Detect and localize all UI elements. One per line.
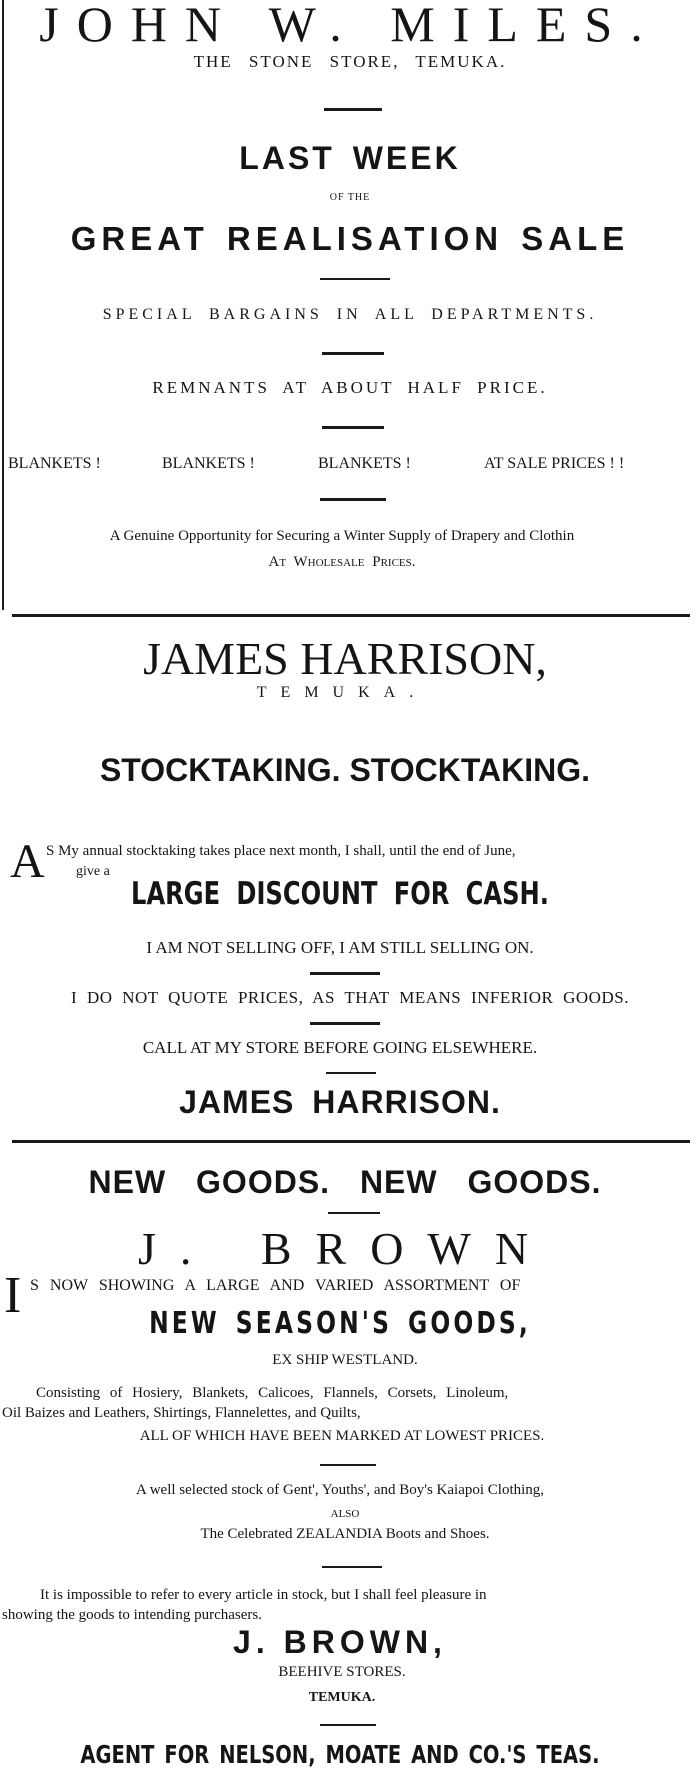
harrison-call: CALL AT MY STORE BEFORE GOING ELSEWHERE.	[142, 1038, 538, 1057]
brown-dropcap: I	[4, 1267, 22, 1324]
brown-headline: NEW GOODS. NEW GOODS.	[88, 1164, 602, 1200]
brown-clothing: A well selected stock of Gent', Youths', and Boy's Kaiapoi Clothing,	[135, 1482, 545, 1498]
harrison-intro-line2: give a	[76, 864, 110, 879]
miles-of-the: OF THE	[329, 192, 371, 203]
miles-name: JOHN W. MILES.	[39, 0, 661, 52]
harrison-signature: JAMES HARRISON.	[179, 1084, 501, 1120]
brown-name: J. BROWN	[137, 1223, 553, 1274]
miles-remnants: REMNANTS AT ABOUT HALF PRICE.	[152, 378, 548, 397]
brown-new-season: NEW SEASON'S GOODS,	[149, 1306, 531, 1341]
brown-consisting-line2: Oil Baizes and Leathers, Shirtings, Flannelettes, and Quilts,	[2, 1405, 361, 1421]
miles-opportunity-line2: At Wholesale Prices.	[268, 554, 416, 570]
brown-signature: J. BROWN,	[233, 1624, 447, 1660]
brown-impossible-line2: showing the goods to intending purchasers.	[2, 1607, 262, 1623]
divider	[310, 972, 380, 975]
brown-consisting-line1: Consisting of Hosiery, Blankets, Calicoes, Flannels, Corsets, Linoleum,	[36, 1385, 509, 1401]
miles-headline-last-week: LAST WEEK	[239, 140, 461, 176]
divider	[320, 1724, 376, 1726]
divider	[324, 108, 382, 111]
harrison-dropcap: A	[10, 835, 45, 888]
harrison-intro-line1: S My annual stocktaking takes place next month, I shall, until the end of June,	[46, 843, 516, 859]
miles-store-address: THE STONE STORE, TEMUKA.	[193, 52, 507, 71]
brown-ex-ship: EX SHIP WESTLAND.	[272, 1352, 418, 1368]
divider	[310, 1022, 380, 1025]
divider	[320, 1464, 376, 1466]
harrison-discount: LARGE DISCOUNT FOR CASH.	[131, 876, 549, 912]
harrison-name: JAMES HARRISON,	[143, 633, 547, 684]
divider	[328, 1212, 380, 1214]
harrison-not-selling: I AM NOT SELLING OFF, I AM STILL SELLING ON.	[146, 938, 534, 957]
harrison-town: TEMUKA.	[256, 684, 428, 701]
column-border-left	[2, 0, 4, 610]
brown-boots: The Celebrated ZEALANDIA Boots and Shoes.	[200, 1526, 490, 1542]
miles-special-bargains: SPECIAL BARGAINS IN ALL DEPARTMENTS.	[102, 306, 598, 323]
divider	[322, 352, 384, 355]
divider	[320, 278, 390, 280]
brown-also: ALSO	[330, 1508, 360, 1520]
blankets-item: BLANKETS !	[162, 455, 255, 472]
brown-town: TEMUKA.	[308, 1690, 376, 1705]
section-separator	[12, 1140, 690, 1143]
divider	[320, 498, 386, 501]
harrison-no-prices: I DO NOT QUOTE PRICES, AS THAT MEANS INFERIOR GOODS.	[71, 988, 629, 1007]
brown-agent: AGENT FOR NELSON, MOATE AND CO.'S TEAS.	[80, 1740, 600, 1769]
blankets-item: BLANKETS !	[318, 455, 411, 472]
section-separator	[12, 614, 690, 617]
sale-prices: AT SALE PRICES ! !	[484, 455, 625, 472]
brown-marked: ALL OF WHICH HAVE BEEN MARKED AT LOWEST PRICES.	[139, 1428, 545, 1444]
divider	[326, 1072, 376, 1074]
divider	[322, 426, 384, 429]
miles-headline-sale: GREAT REALISATION SALE	[70, 220, 630, 257]
brown-store: BEEHIVE STORES.	[278, 1664, 406, 1680]
miles-opportunity-line1: A Genuine Opportunity for Securing a Winter Supply of Drapery and Clothin	[109, 528, 575, 544]
brown-impossible-line1: It is impossible to refer to every article in stock, but I shall feel pleasure in	[40, 1587, 487, 1603]
harrison-headline: STOCKTAKING. STOCKTAKING.	[99, 752, 591, 788]
blankets-item: BLANKETS !	[8, 455, 101, 472]
brown-showing: S NOW SHOWING A LARGE AND VARIED ASSORTMENT OF	[30, 1277, 521, 1294]
divider	[322, 1566, 382, 1568]
